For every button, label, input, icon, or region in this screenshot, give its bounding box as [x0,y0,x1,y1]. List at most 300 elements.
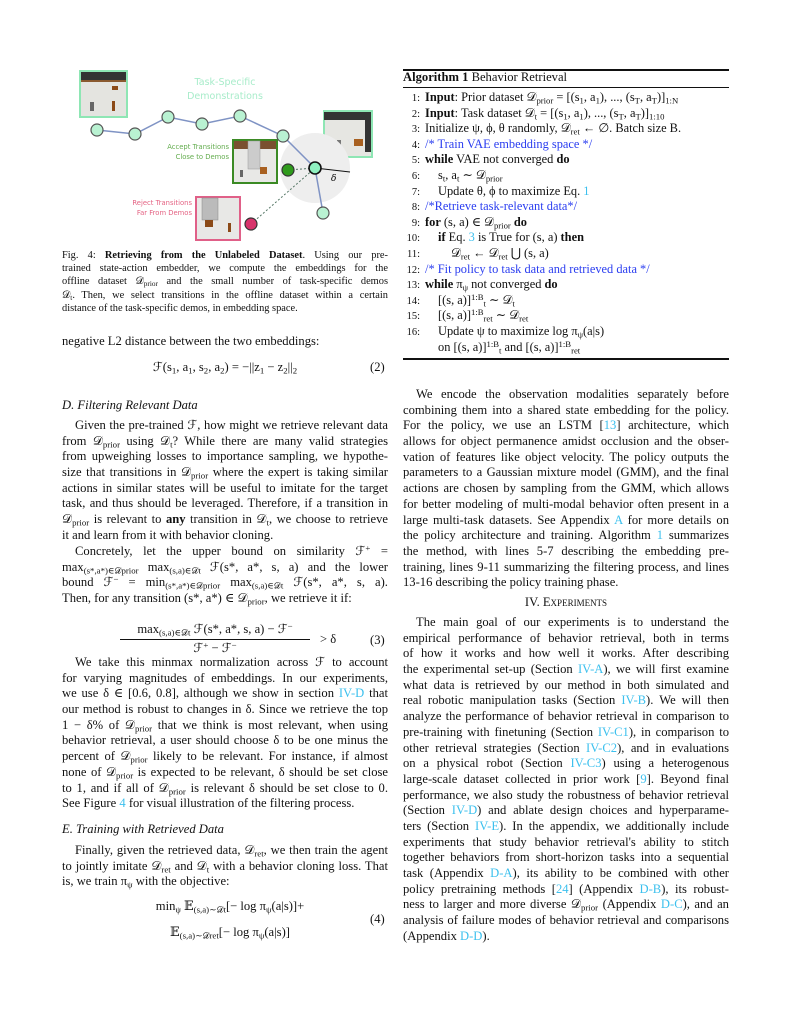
cross-reference-link[interactable]: 4 [119,796,126,811]
text-run: with the objective: [132,874,230,889]
subscript: (s,a)∈𝒟t [159,627,191,638]
text-run: Concretely, let the upper bound on similarity ℱ [75,544,366,558]
equation-number: (4) [370,912,385,926]
demo-node [196,118,208,130]
paragraph-negative-l2 [62,334,388,350]
text-line [62,249,388,262]
subscript: prior [493,220,511,231]
text-line [62,655,388,671]
algorithm-line [403,215,733,231]
robot-image-rejected [196,197,240,240]
text-run: ), its ability to be combined with other [512,866,729,880]
subscript: ψ [127,880,133,891]
cross-reference-link[interactable]: IV-E [475,818,500,833]
text-run: ) = −||z [224,360,260,374]
section-heading-experiments: IV. Experiments [524,595,608,609]
text-run: what data is retrieved by our method in both simulated and [403,677,729,692]
cross-reference-link[interactable]: 1 [656,528,663,543]
text-run: the policy architecture and training. Algorithm [403,528,657,543]
subscript: 1 [171,365,177,376]
text-run: ← 𝒟 [470,246,499,260]
text-run: ters (Section [403,818,475,833]
subscript: t [512,298,515,309]
subscript: ψ [258,930,265,941]
text-run: . Using our pre- [302,250,388,261]
text-run: none of 𝒟 [62,764,117,779]
line-number: 14: [406,295,420,307]
text-line [403,513,729,529]
text-run: (Section [403,803,452,818]
subscript: ψ [577,329,584,340]
text-run: = [370,544,388,558]
algorithm-line [403,137,733,153]
text-line [403,387,729,403]
text-run: is True for (s, a) [474,230,561,245]
subscript: ψ [175,904,181,915]
reject-label [112,198,192,218]
text-line [62,449,388,465]
algorithm-comment: /* Fit policy to task data and retrieved data */ [425,261,650,276]
algorithm-line [403,324,733,340]
cross-reference-link[interactable]: A [614,512,623,527]
text-line [403,772,729,788]
text-run: , a [176,360,189,374]
cross-reference-link[interactable]: 1 [583,183,590,198]
algorithm-bottom-rule [403,358,729,360]
demo-node [91,124,103,136]
text-run: : Task dataset 𝒟 [454,105,535,120]
text-line [115,622,315,638]
demo-node [162,111,174,123]
text-line [403,882,729,898]
text-run: ), ..., (s [599,90,635,104]
subscript: T [618,111,624,122]
subscript: ret [483,313,493,324]
text-line [62,781,388,797]
text-run: for varying magnitudes of embeddings. In our experiments, [62,670,388,685]
demo-node [129,128,141,140]
text-run: Finally, given the retrieved data, 𝒟 [75,843,255,857]
reject-label-line: Reject Transitions [132,199,192,207]
line-number: 3: [411,124,420,136]
text-run: vation of features like object velocity. The policy outputs the [403,449,729,464]
text-line [403,756,729,772]
text-run: max [138,559,170,574]
text-run: , we then train the agent [263,843,388,857]
subscript: t [483,298,486,309]
text-line [62,718,388,734]
algorithm-line-text [425,121,681,135]
subscript: (s,a)∈𝒟t [169,565,201,576]
bold-text: while [425,152,454,167]
text-line [62,465,388,481]
bold-text: Retrieving from the Unlabeled Dataset [104,250,303,261]
text-run: large multi-task datasets. See Appendix [403,512,615,527]
text-run: performance, we also study the robustness of behavior retrieval [403,787,729,802]
algorithm-line-text [425,168,503,182]
subscript: 2 [203,365,209,376]
cross-reference-link[interactable]: IV-C2 [586,740,618,755]
task-label-line: Demonstrations [187,91,263,102]
cross-reference-link[interactable]: D-A [490,866,513,880]
subscript: prior [102,439,121,450]
subscript: prior [130,754,148,765]
algorithm-line [403,277,733,293]
text-run: , a [445,168,457,182]
text-line [403,497,729,513]
text-run: percent of 𝒟 [62,749,131,764]
text-line [403,403,729,419]
subscript: ψ [462,282,469,293]
text-line [403,434,729,450]
subscript: t [206,864,210,875]
subscript: 1 [579,95,584,106]
subscript: 2 [283,365,288,376]
subscript: T [635,111,641,122]
text-run: See Figure [62,796,120,811]
algorithm-line-text [425,230,584,244]
text-run: with a behavior cloning loss. That [209,858,388,873]
text-run: − ℱ [208,641,232,655]
text-run: allows for object permanence amidst occlusion and the obser- [403,434,729,449]
text-run: other retrieval strategies (Section [403,740,587,755]
algorithm-line-text [425,293,515,307]
cross-reference-link[interactable]: 13 [603,418,617,433]
text-run: Behavior Retrieval [468,70,568,84]
text-run: from upweighing losses to importance sampling, we hypothe- [62,449,388,464]
subscript: T [651,95,657,106]
text-line [62,686,388,702]
text-run: [− log π [218,925,259,939]
subscript: ret [460,251,471,262]
text-run: ℱ(s*, a*, s, a) and the lower [200,559,388,574]
line-number: 11: [406,249,420,260]
text-run: policy pretraining methods [ [403,881,556,896]
text-run: analyze the performance of behavior retrieval in comparison to [403,709,729,724]
text-line [403,465,729,481]
cross-reference-link[interactable]: 9 [640,771,647,786]
text-run: (Appendix [598,897,661,912]
algorithm-comment: /*Retrieve task-relevant data*/ [425,199,578,214]
algorithm-line-text [425,340,580,354]
text-run: transition in 𝒟 [185,512,267,527]
text-run: to 1, and if all of 𝒟 [62,780,169,795]
cross-reference-link[interactable]: D-B [639,881,662,896]
text-run: ) and ablate design choices and hyperparame- [477,803,729,818]
text-run: 1 − δ% of 𝒟 [62,717,135,732]
bold-text: Input [425,90,455,104]
subscript: t [266,517,269,528]
text-line [62,528,388,544]
bold-text: if [438,230,446,245]
text-run: = min [118,575,166,590]
text-run: actions are chosen by sampling from the GMM, which allows [403,481,729,496]
paragraph-filtering [62,418,388,544]
text-run: ← ∅. Batch size B. [579,121,682,136]
text-line [120,899,340,915]
text-line [403,866,729,882]
text-line [62,481,388,497]
algorithm-line [403,168,733,184]
subscript: prior [168,786,186,797]
text-run: using 𝒟 [120,433,171,448]
text-run: that we think is most relevant, when using [152,717,388,732]
text-run: , a [567,105,580,120]
text-run: not converged [468,277,545,292]
text-run: ℱ(s*, a*, s, a). [283,575,388,590]
text-run: ]. Beyond final [646,771,729,786]
algorithm-line-text [425,262,650,276]
algorithm-line [403,262,733,278]
subscript: 1 [579,111,584,122]
subscript: ret [498,251,508,262]
superscript: + [203,640,209,651]
algorithm-line-text [425,277,558,291]
task-specific-label [165,76,285,104]
text-run: : Prior dataset 𝒟 [454,90,537,104]
text-line [403,615,729,631]
algorithm-line-text [425,137,592,151]
text-run: ℱ(s*, a*, s, a) − ℱ [190,622,288,636]
text-run: ] architecture, which [616,418,730,433]
cross-reference-link[interactable]: IV-D [451,803,478,818]
text-run: For the policy, we use an LSTM [ [403,418,604,433]
text-line [403,678,729,694]
cross-reference-link[interactable]: D-C [660,897,683,912]
text-run: on [(s, a)] [438,339,487,354]
text-run: , we choose to retrieve [268,512,388,527]
rejected-transition-node [245,218,257,230]
cross-reference-link[interactable]: IV-D [338,686,365,701]
text-run: we use δ ∈ [0.6, 0.8], although we show in section [62,686,339,701]
text-line [403,913,729,929]
text-line [62,275,388,288]
text-run: (a|s) [583,324,605,338]
equation-3-relation: > δ [320,632,337,646]
subscript: ret [570,126,580,137]
text-run: ℱ(s [152,360,172,374]
text-line [62,671,388,687]
text-line [403,850,729,866]
text-line [62,302,388,315]
bold-text: then [560,230,584,245]
paragraph-experiments [403,615,729,944]
text-line [62,418,388,434]
text-run: (a|s)]+ [271,899,305,913]
subscript: ret [519,313,529,324]
text-run: ), in comparison to [628,724,729,739]
text-run: (a|s)] [264,925,290,939]
subscript: 1:10 [649,111,665,122]
superscript: 1:B [558,338,572,349]
text-run: Initialize ψ, ϕ, θ randomly, 𝒟 [425,121,571,136]
text-line [403,481,729,497]
cross-reference-link[interactable]: IV-B [621,693,647,708]
text-line [403,929,729,945]
algorithm-comment: /* Train VAE embedding space */ [425,136,593,151]
text-run: for visual illustration of the filtering process. [125,796,355,811]
algorithm-line [403,246,733,262]
subscript: ret [161,864,171,875]
line-number: 12: [406,264,420,276]
text-run: together behaviors from short-horizon tasks into a sequential [403,850,729,865]
text-run: Update ψ to maximize log π [438,324,578,338]
text-line [403,741,729,757]
superscript: 1:B [471,307,484,318]
equation-number: (3) [370,633,385,647]
text-run: = [(s [537,105,564,120]
text-run: combining them into a shared state embedding for the policy. [403,402,729,417]
text-run: Eq. [445,230,469,245]
text-line [403,693,729,709]
text-line [403,418,729,434]
cross-reference-link[interactable]: 24 [555,881,569,896]
subscript: (s*,a*)∈𝒟prior [83,565,139,576]
subscript: 1 [188,365,193,376]
algorithm-line-text [425,199,577,213]
text-run: min [155,899,176,913]
text-run: for more details on [622,512,730,527]
line-number: 5: [411,155,420,167]
text-run: ∼ 𝒟 [492,308,520,323]
text-run: (s, a) ∈ 𝒟 [440,214,494,229]
text-run: training, lines 9-11 summarizing the filtering process, and lines [403,559,729,574]
cross-reference-link[interactable]: IV-A [577,662,604,677]
text-run: for better modeling of multi-modal behavior often present in a [403,496,729,511]
algorithm-line [403,308,733,324]
equation-4-line-1 [120,899,340,915]
text-line [62,289,388,302]
paragraph-training [62,843,388,890]
text-run: Update θ, ϕ to maximize Eq. [438,183,584,198]
text-run: bound ℱ [62,575,114,590]
text-run: 𝔼 [180,899,194,913]
line-number: 7: [411,186,420,198]
cross-reference-link[interactable]: IV-C1 [597,724,629,739]
text-line [62,434,388,450]
line-number: 13: [406,280,420,292]
subscript: (s*,a*)∈𝒟prior [165,581,221,592]
text-run: [(s, a)] [438,292,472,307]
cross-reference-link[interactable]: D-D [460,928,483,943]
text-run: We take this minmax normalization across ℱ to account [75,655,388,669]
algorithm-line-text [425,152,570,166]
bold-text: for [425,214,441,229]
subscript: prior [143,280,158,289]
line-number: 6: [411,171,420,182]
bold-text: do [513,214,527,229]
algorithm-line-text [425,308,528,322]
robot-image-demo-start [80,71,127,117]
text-line [403,709,729,725]
text-run: real robotic manipulation tasks (Section [403,693,622,708]
text-run: size that transitions in 𝒟 [62,465,192,480]
subscript: 1 [259,365,265,376]
robot-image-accepted [233,140,277,183]
algorithm-line-text [425,215,527,229]
text-run: max [137,622,160,636]
algorithm-line [403,230,733,246]
subscript: prior [247,596,265,607]
text-run: max [220,575,252,590]
line-number: 9: [411,217,420,229]
subscript: ret [254,848,264,859]
accept-label-line: Close to Demos [175,153,229,161]
text-run: . Then, we select transitions in the offline dataset within a certain [72,289,388,301]
query-demo-node [309,162,321,174]
text-line [403,646,729,662]
text-run: and [(s, a)] [501,339,559,354]
figure-4-embedding-diagram [0,0,400,250]
text-run: task, and thus should be leveraged. Therefore, if a transition in [62,496,388,511]
subscript: prior [72,517,90,528]
text-run: )] [640,105,650,120]
algorithm-line [403,106,733,122]
text-run: on a physical robot (Section [403,756,571,771]
bold-text: do [556,152,570,167]
text-run: (Appendix [403,928,461,943]
text-run: ness to larger and more diverse 𝒟 [403,897,581,912]
text-run: Fig. 4: [62,250,105,261]
text-run: distance of the task-specific demos, in embedding space. [62,302,298,314]
reject-label-line: Far From Demos [136,209,192,217]
equation-3-numerator [115,622,315,638]
subscript: 2 [292,365,298,376]
text-run: offline dataset 𝒟 [62,276,144,288]
text-run: analysis of failure modes of behavior retrieval and comparisons [403,913,729,928]
text-line [403,575,729,591]
paragraph-concretely [62,544,388,607]
bold-text: while [425,277,454,292]
text-run: experiments that study behavior retrieval's ability to stitch [403,834,729,849]
text-run: ), its robust- [661,881,729,896]
algorithm-title-rule [403,87,729,88]
text-run: ), ..., (s [583,105,619,120]
text-run: ∼ 𝒟 [459,168,486,182]
text-run: , we retrieve it if: [264,591,352,606]
text-run: 𝒟 [451,246,461,260]
algorithm-line-text [425,184,589,198]
equation-4-line-2 [120,925,340,941]
subscript: t [70,293,73,302]
subscript: prior [580,903,599,914]
subscript: T [634,95,640,106]
text-run: of how it works and how well it works. After describing [403,646,729,661]
text-line [403,725,729,741]
text-run: actions in similar states will be useful to imitate for the target [62,480,388,495]
text-run: [(s, a)] [438,308,472,323]
paragraph-encode [403,387,729,591]
text-line [62,560,388,576]
text-line [403,450,729,466]
text-run: ). In the appendix, we additionally include [499,818,729,833]
algorithm-line-text [425,324,604,338]
cross-reference-link[interactable]: IV-C3 [570,756,602,771]
line-number: 10: [406,233,420,245]
text-run: 𝔼 [170,925,180,939]
superscript: − [113,574,119,585]
bold-text: Algorithm 1 [403,70,469,84]
text-run: the experimental set-up (Section [403,662,578,677]
text-run: Then, for any transition (s*, a*) ∈ 𝒟 [62,591,248,606]
text-line [403,631,729,647]
text-run: ). We will then [646,693,729,708]
text-line [62,512,388,528]
text-run: is expected to be relevant, δ should be set close [133,764,388,779]
bold-text: any [165,512,186,527]
figure-caption [62,249,388,315]
cross-reference-link[interactable]: 3 [468,230,475,245]
